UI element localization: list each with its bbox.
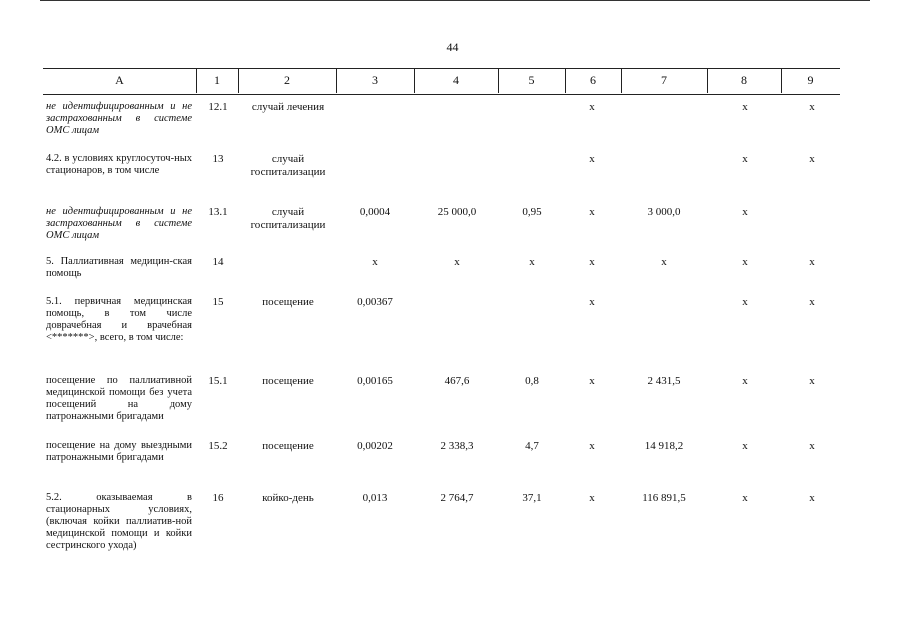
- header-col-8: 8: [741, 73, 747, 87]
- header-col-7: 7: [661, 73, 667, 87]
- cell-col-3: х: [372, 256, 378, 268]
- cell-col-6: х: [589, 375, 595, 387]
- cell-col-6: х: [589, 153, 595, 165]
- cell-col-4: 25 000,0: [437, 206, 477, 218]
- top-border-line: [40, 0, 870, 1]
- cell-col-1: 12.1: [208, 101, 228, 113]
- cell-col-2: посещение: [262, 440, 314, 452]
- header-col-2: 2: [284, 73, 290, 87]
- cell-col-1: 15.1: [208, 375, 228, 387]
- cell-col-6: х: [589, 440, 595, 452]
- cell-col-4: х: [454, 256, 460, 268]
- header-col-3: 3: [372, 73, 378, 87]
- row-description: 5.1. первичная медицинская помощь, в том числе доврачебная и врачебная <*******>, всего, в том числе:: [46, 296, 192, 343]
- cell-col-6: х: [589, 492, 595, 504]
- header-col-9: 9: [807, 73, 814, 87]
- cell-col-8: х: [742, 375, 748, 387]
- cell-col-3: 0,00367: [357, 296, 393, 308]
- header-col-6: 6: [590, 73, 596, 87]
- header-col-a: A: [115, 73, 124, 87]
- cell-col-5: 4,7: [525, 440, 539, 452]
- cell-col-5: 0,95: [522, 206, 542, 218]
- cell-col-2: случай лечения: [251, 101, 325, 113]
- cell-col-7: 116 891,5: [642, 492, 686, 504]
- header-col-4: 4: [453, 73, 459, 87]
- cell-col-2: случай госпитализации: [250, 206, 326, 231]
- cell-col-1: 13.1: [208, 206, 228, 218]
- cell-col-4: 2 338,3: [440, 440, 474, 452]
- cell-col-6: х: [589, 296, 595, 308]
- cell-col-9: х: [809, 375, 815, 387]
- row-description: посещение по паллиативной медицинской помощи без учета посещений на дому патронажными бригадами: [46, 375, 192, 422]
- cell-col-1: 16: [212, 492, 224, 504]
- cell-col-7: 3 000,0: [647, 206, 681, 218]
- cell-col-3: 0,00165: [357, 375, 393, 387]
- cell-col-3: 0,0004: [359, 206, 391, 218]
- cell-col-9: х: [809, 492, 815, 504]
- cell-col-2: койко-день: [262, 492, 314, 504]
- header-col-5: 5: [528, 73, 535, 87]
- cell-col-7: 2 431,5: [647, 375, 681, 387]
- cell-col-9: х: [809, 296, 815, 308]
- cell-col-4: 467,6: [444, 375, 470, 387]
- cell-col-5: 37,1: [522, 492, 542, 504]
- cell-col-6: х: [589, 256, 595, 268]
- cell-col-8: х: [742, 153, 748, 165]
- cell-col-2: случай госпитализации: [250, 153, 326, 178]
- cell-col-2: посещение: [262, 375, 314, 387]
- header-col-1: 1: [214, 73, 220, 87]
- page-number: 44: [446, 40, 459, 54]
- cell-col-2: посещение: [262, 296, 314, 308]
- row-description: не идентифицированным и не застрахованным в системе ОМС лицам: [46, 206, 192, 241]
- row-description: не идентифицированным и не застрахованным в системе ОМС лицам: [46, 101, 192, 136]
- cell-col-1: 13: [212, 153, 224, 165]
- cell-col-8: х: [742, 440, 748, 452]
- cell-col-4: 2 764,7: [440, 492, 474, 504]
- cell-col-1: 15: [212, 296, 224, 308]
- row-description: 4.2. в условиях круглосуточ-ных стационаров, в том числе: [46, 153, 192, 176]
- cell-col-9: х: [809, 101, 815, 113]
- cell-col-8: х: [742, 296, 748, 308]
- row-description: 5.2. оказываемая в стационарных условиях, (включая койки паллиатив-ной медицинской помощи и койки сестринского ухода): [46, 492, 192, 551]
- cell-col-3: 0,013: [362, 492, 388, 504]
- cell-col-6: х: [589, 206, 595, 218]
- cell-col-3: 0,00202: [357, 440, 393, 452]
- cell-col-8: х: [742, 206, 748, 218]
- row-description: 5. Паллиативная медицин-ская помощь: [46, 256, 192, 279]
- cell-col-1: 14: [212, 256, 224, 268]
- cell-col-9: х: [809, 153, 815, 165]
- cell-col-8: х: [742, 101, 748, 113]
- cell-col-9: х: [809, 440, 815, 452]
- cell-col-8: х: [742, 492, 748, 504]
- row-description: посещение на дому выездными патронажными бригадами: [46, 440, 192, 463]
- cell-col-6: х: [589, 101, 595, 113]
- cell-col-7: х: [661, 256, 667, 268]
- cell-col-7: 14 918,2: [644, 440, 684, 452]
- cell-col-5: х: [529, 256, 535, 268]
- cell-col-1: 15.2: [208, 440, 228, 452]
- cell-col-9: х: [809, 256, 815, 268]
- cell-col-5: 0,8: [525, 375, 539, 387]
- cell-col-8: х: [742, 256, 748, 268]
